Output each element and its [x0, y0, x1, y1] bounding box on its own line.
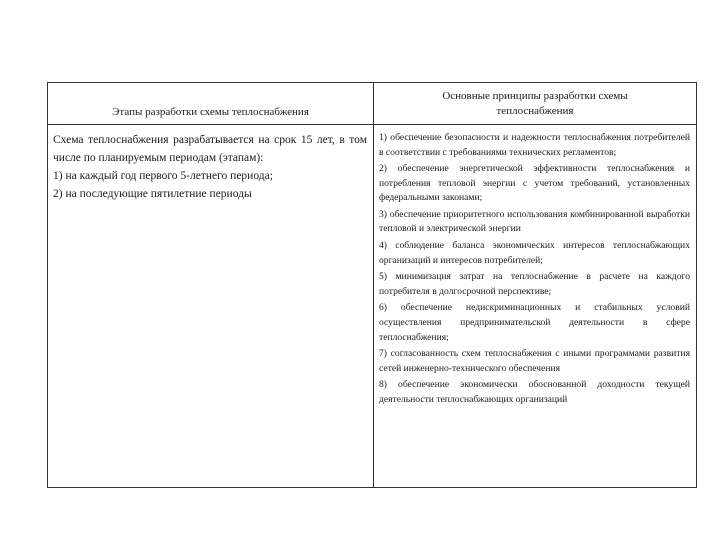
principle-item: 3) обеспечение приоритетного использования комбинированной выработки тепловой и электрической энергии: [379, 208, 690, 235]
stages-cell: [48, 125, 374, 487]
header-stages: [48, 83, 374, 125]
principle-item: 7) согласованность схем теплоснабжения с иными программами развития сетей инженерно-технического обеспечения: [379, 348, 690, 374]
principles-table: [47, 82, 697, 488]
principle-item: 5) минимизация затрат на теплоснабжение в расчете на каждого потребителя в долгосрочной перспективе;: [379, 271, 690, 297]
principles-cell: [374, 125, 696, 487]
header-stages-text: Этапы разработки схемы теплоснабжения: [112, 106, 309, 118]
stage-item: 1) на каждый год первого 5-летнего периода;: [53, 170, 273, 183]
principle-item: 8) обеспечение экономически обоснованной доходности текущей деятельности теплоснабжающих организаций: [379, 379, 690, 405]
principle-item: 2) обеспечение энергетической эффективности теплоснабжения и потребления тепловой энергии с учетом требований, установленных федеральными законами;: [379, 163, 690, 204]
header-principles: [374, 83, 696, 125]
principle-item: 4) соблюдение баланса экономических интересов теплоснабжающих организаций и интересов потребителей;: [379, 240, 690, 266]
stages-paragraph: Схема теплоснабжения разрабатывается на срок 15 лет, в том числе по планируемым периодам (этапам):: [53, 134, 367, 165]
principle-item: 1) обеспечение безопасности и надежности теплоснабжения потребителей в соответствии с требованиями технических регламентов;: [379, 132, 690, 158]
stage-item: 2) на последующие пятилетние периоды: [53, 188, 252, 201]
header-principles-text: Основные принципы разработки схемы теплоснабжения: [442, 90, 628, 117]
principle-item: 6) обеспечение недискриминационных и стабильных условий осуществления предпринимательской деятельности в сфере теплоснабжения;: [379, 302, 690, 343]
